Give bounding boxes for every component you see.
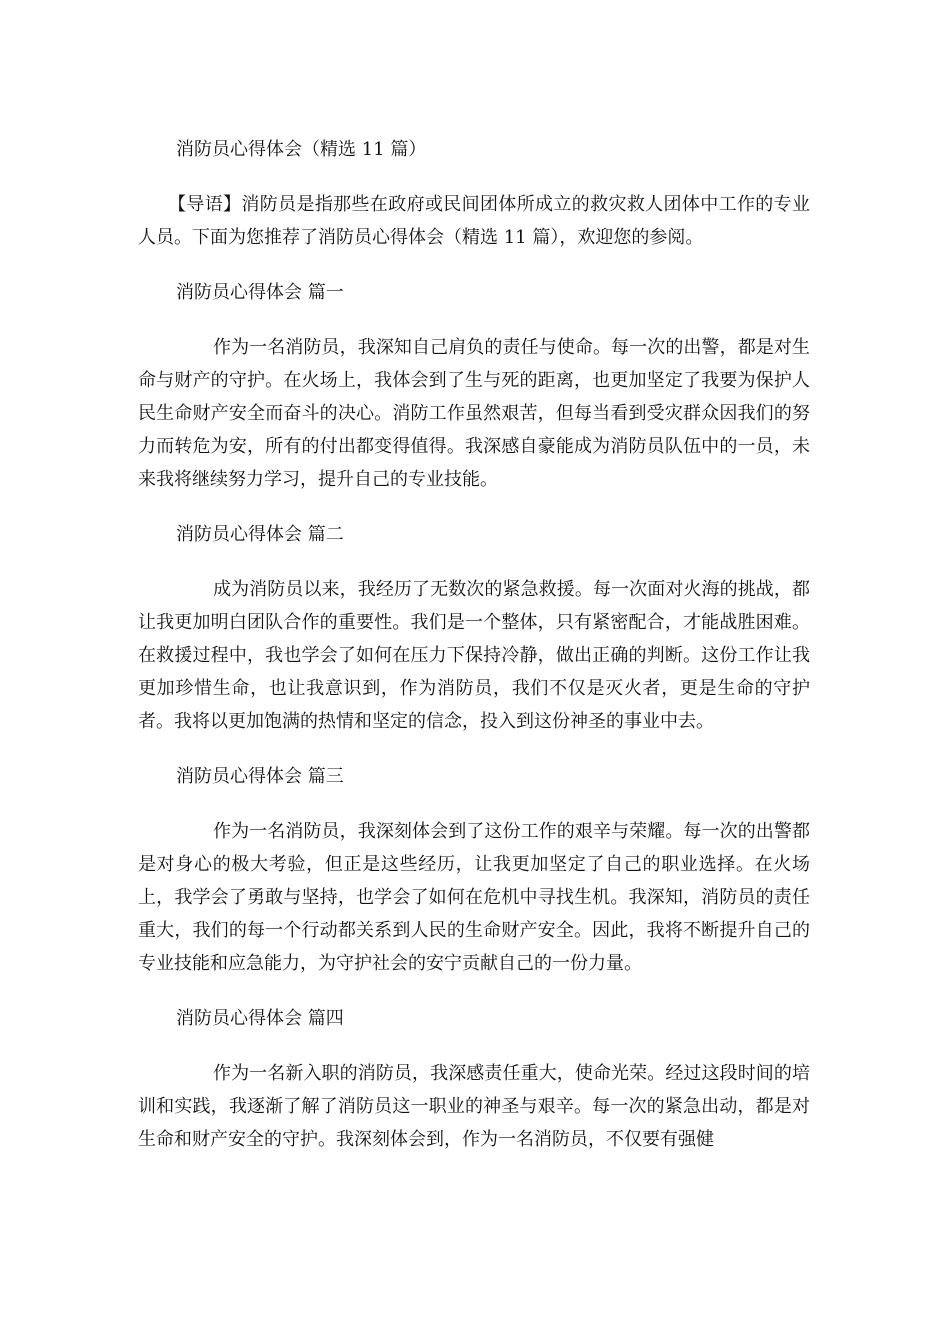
document-content: [138, 133, 810, 1178]
section-body: 作为一名消防员，我深知自己肩负的责任与使命。每一次的出警，都是对生命与财产的守护。在火场上，我体会到了生与死的距离，也更加坚定了我要为保护人民生命财产安全而奋斗的决心。消防工作虽然艰苦，但每当看到受灾群众因我们的努力而转危为安，所有的付出都变得值得。我深感自豪能成为消防员队伍中的一员，未来我将继续努力学习，提升自己的专业技能。: [138, 337, 810, 490]
section-1: [138, 276, 810, 496]
section-body: 作为一名新入职的消防员，我深感责任重大，使命光荣。经过这段时间的培训和实践，我逐渐了解了消防员这一职业的神圣与艰辛。每一次的紧急出动，都是对生命和财产安全的守护。我深刻体会到，作为一名消防员，不仅要有强健: [138, 1063, 810, 1150]
section-heading: 消防员心得体会 篇三: [176, 766, 344, 787]
section-heading: 消防员心得体会 篇一: [176, 282, 344, 303]
section-2: [138, 518, 810, 738]
section-4: [138, 1002, 810, 1156]
intro-paragraph: 【导语】消防员是指那些在政府或民间团体所成立的救灾救人团体中工作的专业人员。下面为您推荐了消防员心得体会（精选 11 篇），欢迎您的参阅。: [138, 194, 810, 248]
section-heading: 消防员心得体会 篇四: [176, 1008, 344, 1029]
document-title: 消防员心得体会（精选 11 篇）: [176, 139, 427, 160]
section-body: 成为消防员以来，我经历了无数次的紧急救援。每一次面对火海的挑战，都让我更加明白团队合作的重要性。我们是一个整体，只有紧密配合，才能战胜困难。在救援过程中，我也学会了如何在压力下保持冷静，做出正确的判断。这份工作让我更加珍惜生命，也让我意识到，作为消防员，我们不仅是灭火者，更是生命的守护者。我将以更加饱满的热情和坚定的信念，投入到这份神圣的事业中去。: [138, 579, 810, 732]
section-body: 作为一名消防员，我深刻体会到了这份工作的艰辛与荣耀。每一次的出警都是对身心的极大考验，但正是这些经历，让我更加坚定了自己的职业选择。在火场上，我学会了勇敢与坚持，也学会了如何在危机中寻找生机。我深知，消防员的责任重大，我们的每一个行动都关系到人民的生命财产安全。因此，我将不断提升自己的专业技能和应急能力，为守护社会的安宁贡献自己的一份力量。: [138, 821, 810, 974]
section-3: [138, 760, 810, 980]
section-heading: 消防员心得体会 篇二: [176, 524, 344, 545]
